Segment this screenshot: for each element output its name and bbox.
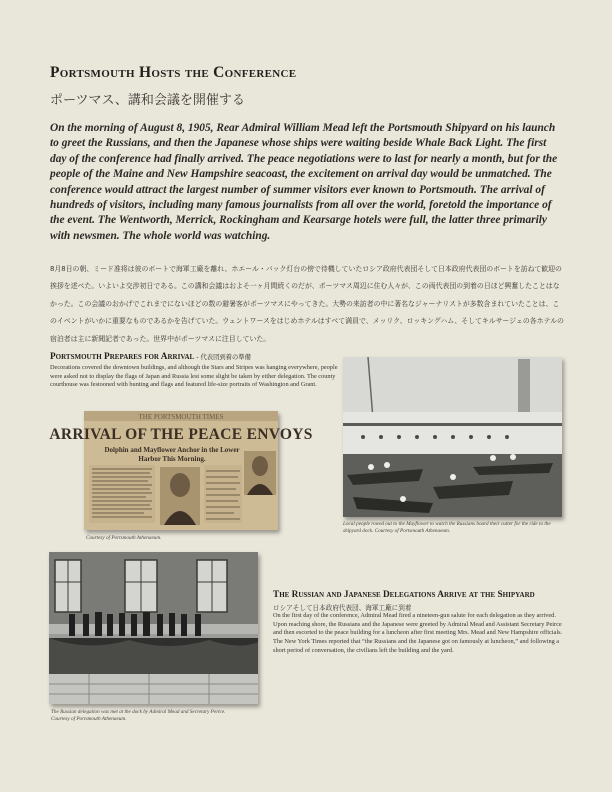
mayflower-boats-image [343, 357, 562, 517]
section1-heading [50, 352, 251, 362]
boats-caption: Local people rowed out to the Mayflower to watch the Russians board their cutter for the ride to the shipyard dock. Courtesy of Portsmouth Athenaeum. [343, 521, 551, 534]
newspaper-clipping-image [49, 411, 313, 530]
page-title: Portsmouth Hosts the Conference [50, 64, 297, 81]
newspaper-masthead: THE PORTSMOUTH TIMES [138, 413, 224, 421]
newspaper-subhead-2: Harbor This Morning. [138, 455, 206, 463]
section1-heading-japanese: - 代表団到着の準備 [194, 354, 251, 361]
boats-photo [343, 357, 562, 517]
section2-body: On the first day of the conference, Admiral Mead fired a nineteen-gun salute for each delegation as they arrived. Upon reaching shore, the Russians and the Japanese were greeted by Admiral Mead and Assistant Secretary Peirce and then escorted to the peace building for a luncheon after first meeting Mrs. Mead and New Hampshire officials. The New York Times reported that “the Russians and the Japanese got on famously at luncheon,” and following a short period of conversation, the civilians left the building and the yard. [273, 612, 563, 654]
newspaper-clipping-photo [49, 411, 313, 530]
newspaper-headline: ARRIVAL OF THE PEACE ENVOYS [49, 426, 313, 443]
page-title-japanese: ポーツマス、講和会議を開催する [50, 93, 245, 108]
japanese-paragraph: 8月8日の朝、ミード准将は彼のボートで海軍工廠を離れ、ホエール・バック灯台の傍で待機していたロシア政府代表団そして日本政府代表団のボートを訪ねて歓迎の挨拶を述べた。いよいよ交渉初日である。この講和会議はおよそ一ヶ月間続くのだが、ポーツマス周辺に住む人々が、この両代表団の到着の日ほど興奮したことはなかった。この会議のおかげでこれまでにないほどの数の避暑客がポーツマスにやってきた。大勢の来訪者の中に著名なジャーナリストが多数含まれていたことは、このイベントがいかに重要なものであるかを告げていた。ウェントワースをはじめホテルはすべて満員で、メッリク、ロッキングハム、そしてキルサージェの各ホテルの宿泊者は主に新聞記者であった。世界中がポーツマスに注目していた。 [50, 265, 564, 343]
dock-delegation-image [49, 552, 258, 704]
dock-photo [49, 552, 258, 704]
lead-paragraph: On the morning of August 8, 1905, Rear Admiral William Mead left the Portsmouth Shipyard on his launch to greet the Russians, and then the Japanese whose ships were waiting beside Whale Back Light. The first day of the conference had finally arrived. The peace negotiations were to last for nearly a month, but for the people of the Maine and New Hampshire seacoast, the excitement on arrival day would be unmatched. The conference would attract the largest number of summer visitors ever known to Portsmouth. The arrival of hundreds of visitors, including many famous journalists from all over the world, foretold the importance of the event. The Wentworth, Merrick, Rockingham and Kearsarge hotels were full, the latter three primarily with newsmen. The whole world was watching. [50, 122, 558, 242]
section1-body: Decorations covered the downtown buildings, and although the Stars and Stripes was hanging everywhere, people were asked not to display the flags of Japan and Russia lest some slight be taken by either delegation. The county courthouse was festooned with bunting and flags and featured life-size portraits of Washington and Grant. [50, 364, 338, 389]
newspaper-subhead-1: Dolphin and Mayflower Anchor in the Lower [104, 446, 240, 454]
newspaper-caption: Courtesy of Portsmouth Athenaeum. [86, 535, 162, 541]
section2-heading-japanese: ロシアそして日本政府代表団、海軍工廠に到着 [273, 604, 412, 612]
section1-heading-text: Portsmouth Prepares for Arrival [50, 352, 195, 362]
dock-caption-line-1: The Russian delegation was met at the dock by Admiral Mead and Secretary Peirce. [51, 709, 226, 715]
section2-heading: The Russian and Japanese Delegations Arrive at the Shipyard [273, 590, 535, 600]
dock-caption [51, 709, 271, 722]
dock-caption-line-2: Courtesy of Portsmouth Athenaeum. [51, 715, 127, 722]
